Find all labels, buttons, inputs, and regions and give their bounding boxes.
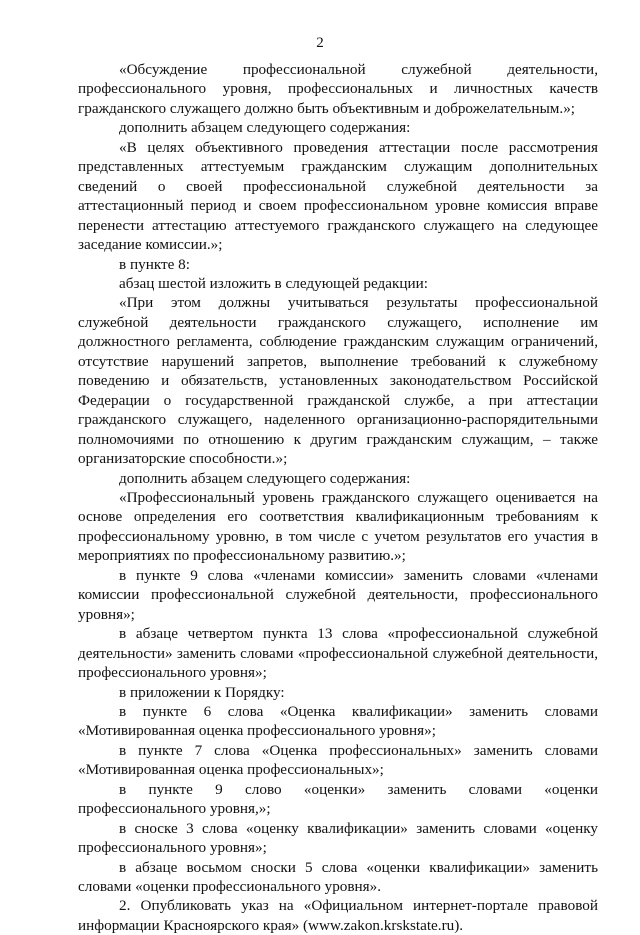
paragraph: в пункте 9 слова «членами комиссии» заменить словами «членами комиссии профессиональной служебной деятельности, профессионального уровня»;: [78, 566, 598, 623]
paragraph: «Обсуждение профессиональной служебной деятельности, профессионального уровня, профессиональных и личностных качеств гражданского служащего должно быть объективным и доброжелательным.»;: [78, 61, 598, 117]
paragraph: дополнить абзацем следующего содержания:: [119, 119, 411, 137]
paragraph: дополнить абзацем следующего содержания:: [119, 469, 411, 487]
paragraph: в пункте 7 слова «Оценка профессиональных» заменить словами «Мотивированная оценка профессиональных»;: [78, 741, 598, 779]
paragraph: «Профессиональный уровень гражданского служащего оценивается на основе определения его соответствия квалификационным требованиям к профессиональному уровню, в том числе с учетом результатов его участия в мероприятиях по профессиональному развитию.»;: [78, 488, 598, 565]
paragraph: 2. Опубликовать указ на «Официальном интернет-портале правовой информации Красноярского края» (www.zakon.krskstate.ru).: [78, 897, 598, 934]
paragraph: в сноске 3 слова «оценку квалификации» заменить словами «оценку профессионального уровня»;: [78, 819, 598, 857]
paragraph: абзац шестой изложить в следующей редакции:: [119, 274, 428, 292]
page-number: 2: [316, 35, 324, 51]
paragraph: в пункте 8:: [119, 255, 190, 273]
paragraph: «В целях объективного проведения аттестации после рассмотрения представленных аттестуемым гражданским служащим дополнительных сведений о своей профессиональной служебной деятельности за аттестационный период и своем профессиональном уровне комиссия вправе перенести аттестацию аттестуемого гражданского служащего на следующее заседание комиссии.»;: [78, 138, 598, 254]
paragraph: в пункте 6 слова «Оценка квалификации» заменить словами «Мотивированная оценка профессионального уровня»;: [78, 702, 598, 740]
paragraph: в абзаце восьмом сноски 5 слова «оценки квалификации» заменить словами «оценки профессионального уровня».: [78, 858, 598, 896]
paragraph: в пункте 9 слово «оценки» заменить словами «оценки профессионального уровня,»;: [78, 780, 598, 818]
document-body: [78, 60, 598, 935]
paragraph: «При этом должны учитываться результаты профессиональной служебной деятельности гражданского служащего, исполнение им должностного регламента, соблюдение гражданским служащим ограничений, отсутствие нарушений запретов, выполнение требований к служебному поведению и обязательств, установленных законодательством Российской Федерации о государственной гражданской службе, а при аттестации гражданского служащего, наделенного организационно-распорядительными полномочиями по отношению к другим гражданским служащим, – также организаторские способности.»;: [78, 294, 598, 468]
paragraph: в абзаце четвертом пункта 13 слова «профессиональной служебной деятельности» заменить словами «профессиональной служебной деятельности, профессионального уровня»;: [78, 625, 598, 682]
paragraph: в приложении к Порядку:: [119, 683, 285, 701]
